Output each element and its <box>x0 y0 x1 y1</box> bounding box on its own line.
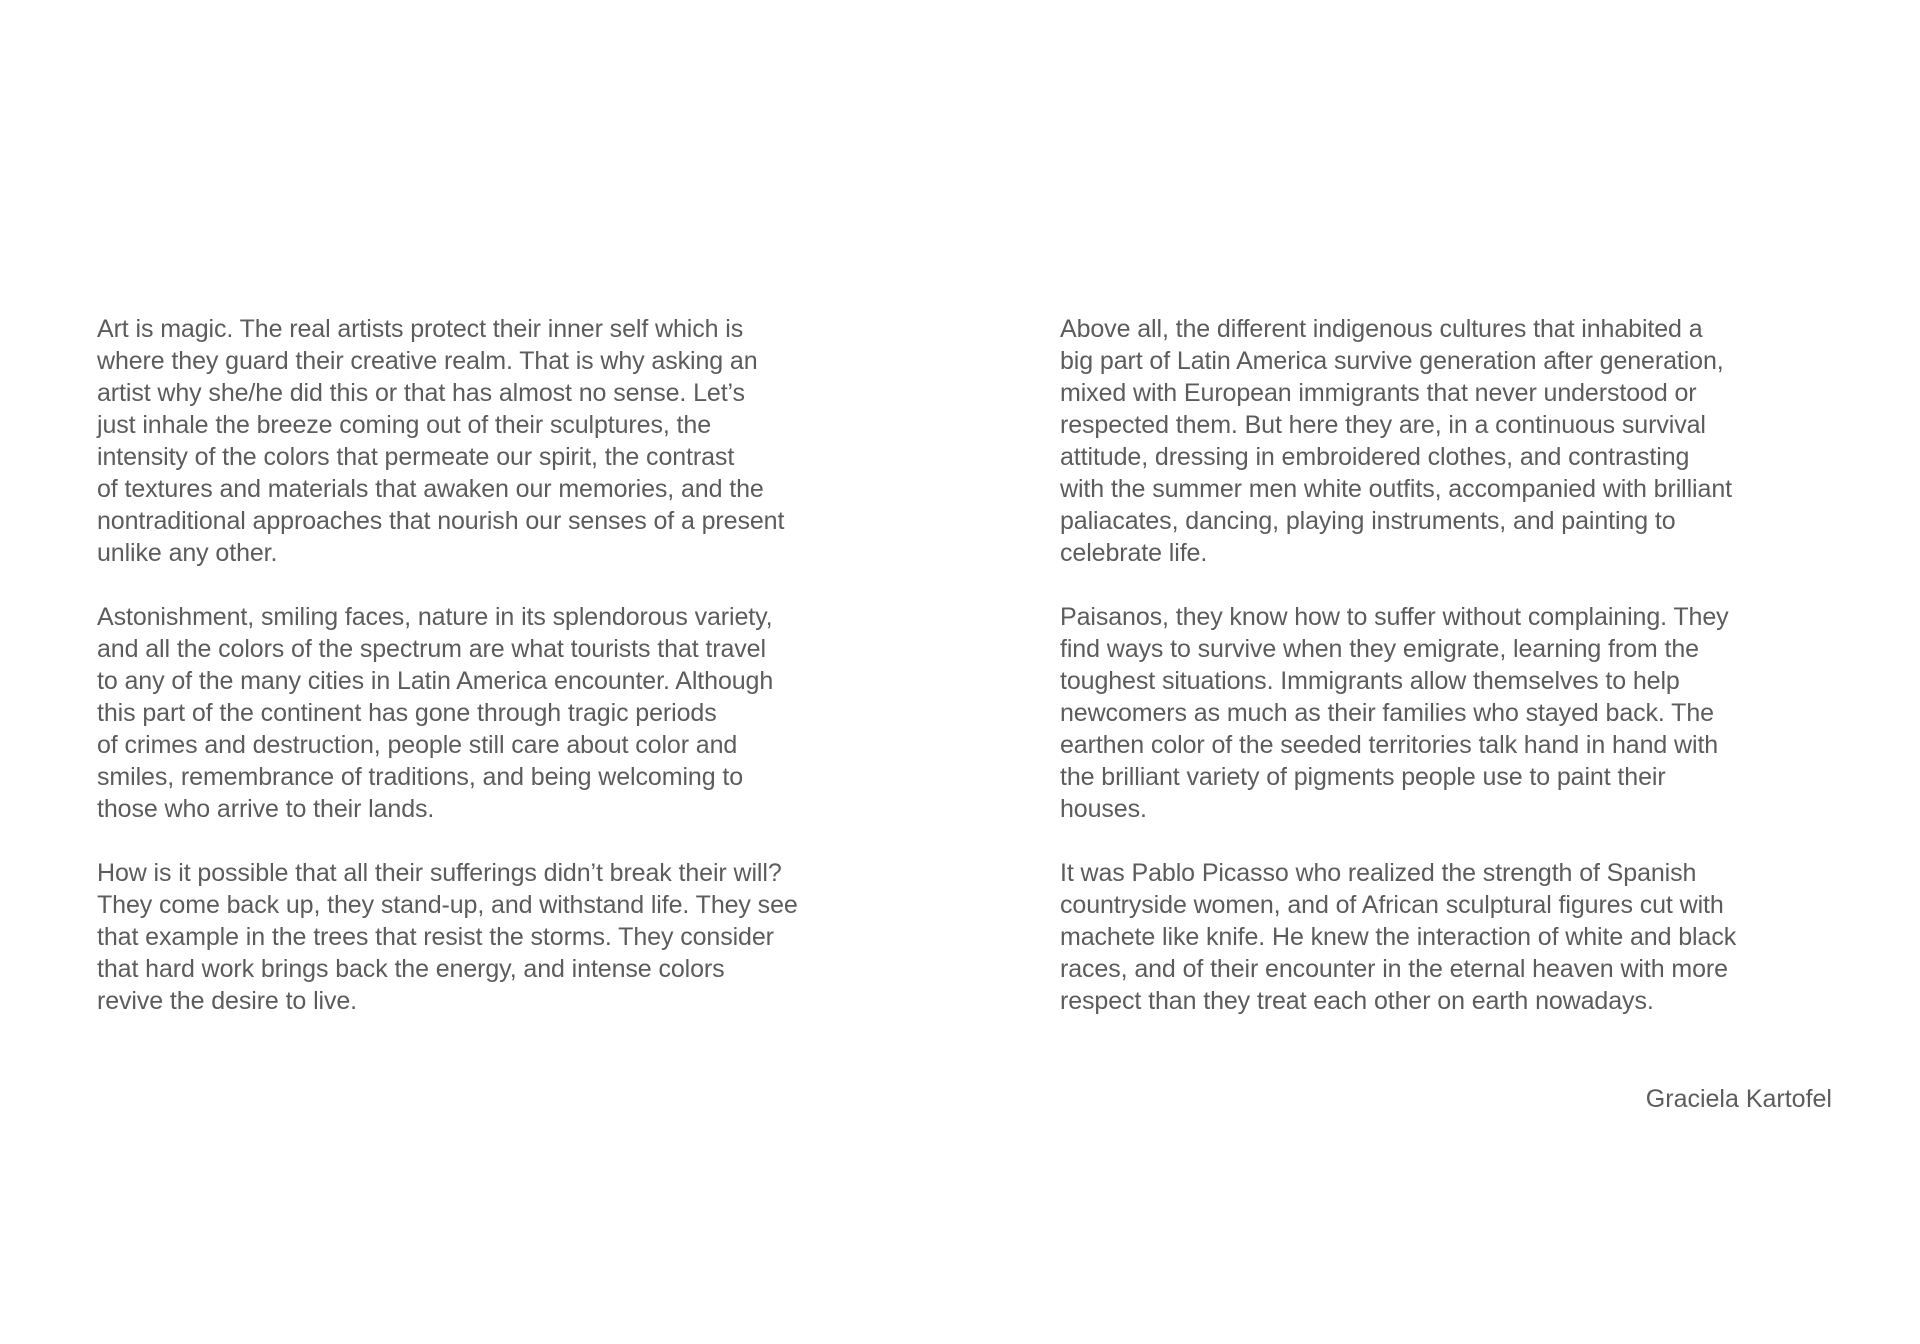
paragraph-picasso: It was Pablo Picasso who realized the strength of Spanish countryside women, and of African sculptural figures cut with machete like knife. He knew the interaction of white and black races, and of their encounter in the eternal heaven with more respect than they treat each other on earth nowadays. <box>1060 859 1737 1015</box>
right-column <box>1060 313 1840 1049</box>
left-column <box>97 313 887 1049</box>
paragraph-astonishment: Astonishment, smiling faces, nature in its splendorous variety, and all the colors of the spectrum are what tourists that travel to any of the many cities in Latin America encounter. Although this part of the continent has gone through tragic periods of crimes and destruction, people still care about color and smiles, remembrance of traditions, and being welcoming to those who arrive to their lands. <box>97 603 774 823</box>
author-signature: Graciela Kartofel <box>1645 1085 1832 1113</box>
paragraph-sufferings: How is it possible that all their sufferings didn’t break their will? They come back up, they stand-up, and withstand life. They see that example in the trees that resist the storms. They consider that hard work brings back the energy, and intense colors revive the desire to live. <box>97 859 798 1015</box>
paragraph-indigenous-cultures: Above all, the different indigenous cultures that inhabited a big part of Latin America survive generation after generation, mixed with European immigrants that never understood or respected them. But here they are, in a continuous survival attitude, dressing in embroidered clothes, and contrasting with the summer men white outfits, accompanied with brilliant paliacates, dancing, playing instruments, and painting to celebrate life. <box>1060 315 1732 567</box>
paragraph-paisanos: Paisanos, they know how to suffer without complaining. They find ways to survive when they emigrate, learning from the toughest situations. Immigrants allow themselves to help newcomers as much as their families who stayed back. The earthen color of the seeded territories talk hand in hand with the brilliant variety of pigments people use to paint their houses. <box>1060 603 1729 823</box>
paragraph-art-is-magic: Art is magic. The real artists protect their inner self which is where they guard their creative realm. That is why asking an artist why she/he did this or that has almost no sense. Let’s just inhale the breeze coming out of their sculptures, the intensity of the colors that permeate our spirit, the contrast of textures and materials that awaken our memories, and the nontraditional approaches that nourish our senses of a present unlike any other. <box>97 315 785 567</box>
